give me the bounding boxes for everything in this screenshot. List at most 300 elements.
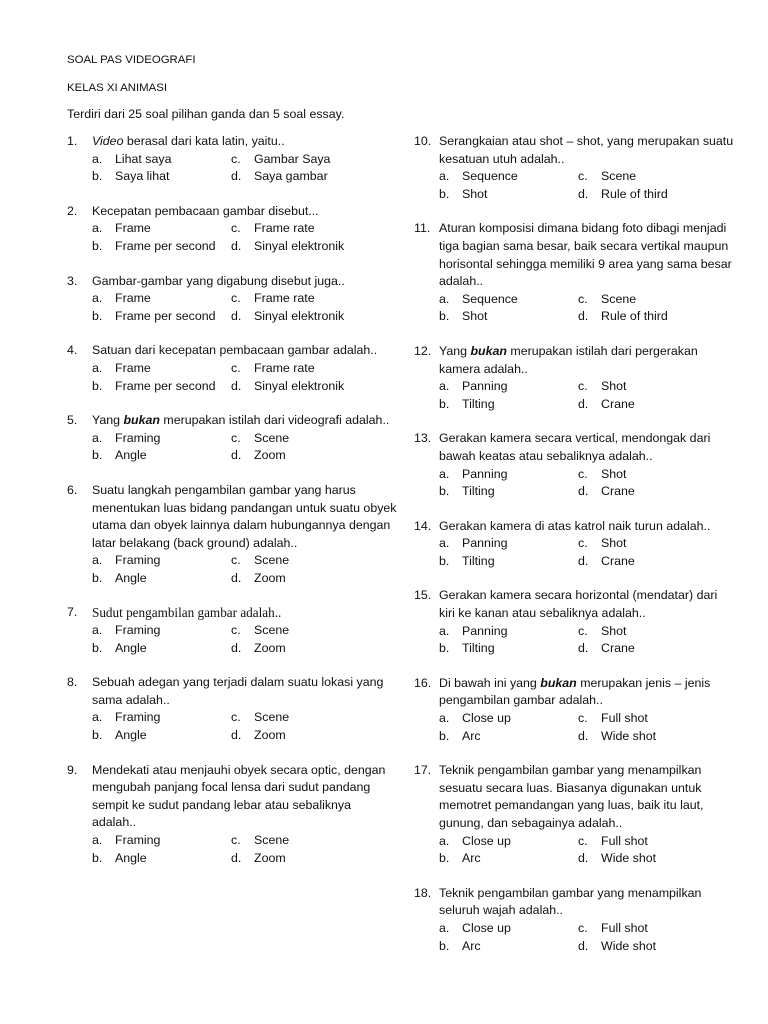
option-text: Shot — [601, 379, 627, 394]
option-text: Shot — [601, 466, 627, 481]
option-text: Saya lihat — [115, 169, 170, 184]
question-text — [439, 587, 734, 622]
answer-option[interactable] — [92, 308, 231, 326]
option-letter: a. — [92, 553, 103, 568]
answer-option[interactable] — [231, 447, 381, 465]
answer-option[interactable] — [439, 938, 578, 956]
option-letter: c. — [231, 710, 241, 725]
answer-option[interactable] — [92, 552, 231, 570]
answer-option[interactable] — [92, 709, 231, 727]
option-text: Tilting — [462, 553, 495, 568]
answer-option[interactable] — [231, 290, 381, 308]
option-letter: a. — [439, 291, 450, 306]
option-letter: c. — [231, 430, 241, 445]
question-text-part: Aturan komposisi dimana bidang foto dibagi menjadi tiga bagian sama besar, baik secara vertikal maupun horisontal sehingga memiliki 9 area yang sama besar adalah.. — [439, 221, 732, 289]
answer-option[interactable] — [231, 622, 381, 640]
option-letter: c. — [231, 623, 241, 638]
answer-option[interactable] — [231, 570, 381, 588]
answer-option[interactable] — [439, 553, 578, 571]
question-emphasis: Video — [92, 134, 124, 148]
answer-option[interactable] — [231, 168, 381, 186]
answer-options — [439, 168, 734, 203]
answer-option[interactable] — [439, 833, 578, 851]
answer-options — [439, 920, 734, 955]
option-text: Zoom — [254, 850, 286, 865]
answer-options — [92, 360, 397, 395]
option-letter: b. — [92, 850, 103, 865]
option-text: Full shot — [601, 711, 648, 726]
answer-option[interactable] — [578, 553, 728, 571]
answer-option[interactable] — [231, 360, 381, 378]
question-item — [414, 220, 734, 326]
option-letter: d. — [578, 851, 589, 866]
answer-option[interactable] — [578, 535, 728, 553]
option-letter: b. — [439, 938, 450, 953]
option-letter: c. — [578, 379, 588, 394]
option-letter: b. — [439, 396, 450, 411]
answer-options — [92, 832, 397, 867]
left-question-column — [67, 133, 397, 884]
option-letter: a. — [439, 536, 450, 551]
option-text: Frame per second — [115, 308, 216, 323]
option-text: Arc — [462, 728, 481, 743]
option-letter: c. — [231, 553, 241, 568]
answer-option[interactable] — [231, 640, 381, 658]
question-text-part: Gambar-gambar yang digabung disebut juga.. — [92, 273, 345, 288]
answer-option[interactable] — [439, 378, 578, 396]
option-text: Scene — [601, 169, 637, 184]
answer-options — [92, 552, 397, 587]
answer-option[interactable] — [578, 710, 728, 728]
option-text: Sinyal elektronik — [254, 238, 345, 253]
answer-option[interactable] — [439, 920, 578, 938]
answer-option[interactable] — [439, 186, 578, 204]
option-text: Wide shot — [601, 728, 657, 743]
option-text: Framing — [115, 430, 161, 445]
option-text: Tilting — [462, 484, 495, 499]
question-text — [439, 220, 734, 290]
option-letter: b. — [92, 378, 103, 393]
question-item — [67, 762, 397, 868]
option-letter: b. — [439, 484, 450, 499]
answer-option[interactable] — [578, 920, 728, 938]
answer-option[interactable] — [439, 623, 578, 641]
option-letter: b. — [439, 186, 450, 201]
answer-options — [439, 833, 734, 868]
intro-text: Terdiri dari 25 soal pilihan ganda dan 5 soal essay. — [67, 107, 345, 121]
answer-option[interactable] — [439, 168, 578, 186]
option-letter: d. — [578, 553, 589, 568]
right-question-column — [414, 133, 734, 972]
option-letter: c. — [578, 833, 588, 848]
answer-option[interactable] — [578, 378, 728, 396]
question-number: 18. — [414, 885, 432, 900]
option-letter: b. — [92, 169, 103, 184]
option-text: Crane — [601, 553, 635, 568]
option-text: Arc — [462, 851, 481, 866]
answer-option[interactable] — [231, 378, 381, 396]
question-item — [67, 342, 397, 395]
answer-options — [439, 623, 734, 658]
option-text: Gambar Saya — [254, 151, 331, 166]
option-letter: b. — [92, 308, 103, 323]
answer-options — [439, 710, 734, 745]
question-item — [67, 273, 397, 326]
option-letter: a. — [439, 833, 450, 848]
option-text: Lihat saya — [115, 151, 172, 166]
option-letter: a. — [92, 430, 103, 445]
question-text-part: Teknik pengambilan gambar yang menampilkan seluruh wajah adalah.. — [439, 885, 702, 918]
question-item — [67, 203, 397, 256]
option-text: Close up — [462, 711, 511, 726]
question-text — [439, 762, 734, 832]
question-item — [414, 430, 734, 500]
question-number: 6. — [67, 482, 78, 497]
option-text: Scene — [254, 623, 290, 638]
option-letter: a. — [92, 291, 103, 306]
answer-option[interactable] — [439, 291, 578, 309]
question-text-part: berasal dari kata latin, yaitu.. — [123, 134, 285, 148]
option-letter: c. — [578, 536, 588, 551]
answer-option[interactable] — [439, 396, 578, 414]
option-text: Sinyal elektronik — [254, 308, 345, 323]
answer-option[interactable] — [439, 308, 578, 326]
option-letter: b. — [92, 238, 103, 253]
question-text — [92, 342, 397, 360]
question-emphasis: bukan — [540, 675, 577, 690]
answer-option[interactable] — [92, 238, 231, 256]
question-text — [92, 412, 397, 430]
option-letter: a. — [92, 360, 103, 375]
question-text — [92, 762, 397, 832]
option-text: Framing — [115, 623, 161, 638]
option-letter: d. — [231, 570, 242, 585]
question-text-part: Sebuah adegan yang terjadi dalam suatu lokasi yang sama adalah.. — [92, 675, 384, 707]
answer-options — [92, 709, 397, 744]
answer-option[interactable] — [578, 623, 728, 641]
option-letter: d. — [231, 308, 242, 323]
question-number: 14. — [414, 518, 432, 533]
answer-option[interactable] — [231, 552, 381, 570]
answer-option[interactable] — [439, 728, 578, 746]
answer-option[interactable] — [578, 833, 728, 851]
option-letter: b. — [92, 728, 103, 743]
option-text: Tilting — [462, 641, 495, 656]
answer-option[interactable] — [578, 396, 728, 414]
question-text-part: Serangkaian atau shot – shot, yang merupakan suatu kesatuan utuh adalah.. — [439, 134, 734, 166]
question-emphasis: bukan — [123, 413, 160, 428]
option-letter: c. — [578, 623, 588, 638]
option-text: Sequence — [462, 291, 518, 306]
answer-options — [92, 290, 397, 325]
option-text: Zoom — [254, 640, 286, 655]
option-letter: d. — [578, 396, 589, 411]
option-letter: b. — [92, 570, 103, 585]
answer-options — [439, 291, 734, 326]
option-letter: a. — [439, 379, 450, 394]
question-item — [414, 762, 734, 868]
option-text: Zoom — [254, 448, 286, 463]
question-text — [439, 343, 734, 378]
question-emphasis: bukan — [470, 343, 507, 358]
answer-options — [439, 535, 734, 570]
answer-option[interactable] — [92, 430, 231, 448]
option-letter: b. — [439, 309, 450, 324]
option-letter: c. — [578, 291, 588, 306]
answer-option[interactable] — [578, 466, 728, 484]
answer-option[interactable] — [231, 238, 381, 256]
answer-option[interactable] — [578, 186, 728, 204]
option-text: Framing — [115, 710, 161, 725]
option-text: Scene — [254, 430, 290, 445]
option-text: Angle — [115, 448, 147, 463]
answer-option[interactable] — [439, 466, 578, 484]
option-text: Crane — [601, 641, 635, 656]
answer-option[interactable] — [578, 308, 728, 326]
question-number: 1. — [67, 134, 78, 148]
option-letter: c. — [231, 221, 241, 236]
option-letter: b. — [439, 553, 450, 568]
answer-option[interactable] — [92, 220, 231, 238]
option-letter: a. — [439, 169, 450, 184]
answer-option[interactable] — [231, 709, 381, 727]
answer-option[interactable] — [92, 378, 231, 396]
option-text: Crane — [601, 484, 635, 499]
question-text — [92, 133, 397, 151]
question-text-part: merupakan jenis – jenis pengambilan gambar adalah.. — [439, 675, 711, 708]
answer-option[interactable] — [439, 483, 578, 501]
option-letter: d. — [231, 850, 242, 865]
question-text — [439, 430, 734, 465]
option-letter: d. — [231, 448, 242, 463]
question-text-part: Kecepatan pembacaan gambar disebut... — [92, 203, 319, 218]
option-letter: d. — [231, 640, 242, 655]
option-letter: b. — [439, 851, 450, 866]
question-text — [439, 675, 734, 710]
option-text: Framing — [115, 833, 161, 847]
question-text-part: Mendekati atau menjauhi obyek secara optic, dengan mengubah panjang focal lensa dari sudut pandang sempit ke sudut pandang lebar atau sebaliknya adalah.. — [92, 762, 386, 830]
option-letter: c. — [578, 466, 588, 481]
option-letter: c. — [231, 833, 241, 847]
answer-option[interactable] — [92, 168, 231, 186]
option-text: Angle — [115, 640, 147, 655]
question-number: 12. — [414, 343, 432, 358]
question-item — [414, 587, 734, 657]
question-text — [92, 273, 397, 291]
option-letter: a. — [439, 920, 450, 935]
option-text: Rule of third — [601, 186, 668, 201]
answer-option[interactable] — [92, 570, 231, 588]
option-text: Panning — [462, 379, 508, 394]
answer-option[interactable] — [92, 640, 231, 658]
question-text-part: Gerakan kamera di atas katrol naik turun adalah.. — [439, 518, 711, 533]
option-letter: a. — [92, 833, 103, 847]
option-text: Wide shot — [601, 851, 657, 866]
option-text: Scene — [601, 291, 637, 306]
option-text: Close up — [462, 833, 511, 848]
question-text — [92, 203, 397, 221]
question-text-part: Yang — [439, 343, 471, 358]
option-text: Frame rate — [254, 360, 315, 375]
option-text: Close up — [462, 920, 511, 935]
answer-option[interactable] — [578, 640, 728, 658]
question-text-part: Teknik pengambilan gambar yang menampilkan sesuatu secara luas. Biasanya digunakan untuk memotret pemandangan yang luas, baik itu laut, gunung, dan sebagainya adalah.. — [439, 763, 704, 830]
question-number: 16. — [414, 675, 432, 690]
question-text — [439, 885, 734, 920]
question-number: 5. — [67, 413, 78, 428]
answer-options — [92, 151, 397, 186]
option-letter: c. — [578, 920, 588, 935]
answer-option[interactable] — [92, 727, 231, 745]
option-letter: c. — [231, 151, 241, 166]
question-text — [92, 674, 397, 709]
question-number: 9. — [67, 762, 78, 777]
answer-option[interactable] — [231, 220, 381, 238]
answer-option[interactable] — [231, 430, 381, 448]
question-item — [414, 133, 734, 203]
question-text-part: Di bawah ini yang — [439, 675, 541, 690]
answer-option[interactable] — [92, 447, 231, 465]
answer-option[interactable] — [578, 938, 728, 956]
option-text: Scene — [254, 710, 290, 725]
option-text: Frame — [115, 360, 151, 375]
answer-option[interactable] — [578, 168, 728, 186]
question-number: 2. — [67, 203, 78, 218]
option-text: Panning — [462, 466, 508, 481]
question-item — [67, 604, 397, 657]
option-text: Frame per second — [115, 378, 216, 393]
option-letter: d. — [231, 378, 242, 393]
question-number: 8. — [67, 675, 78, 690]
option-letter: d. — [231, 169, 242, 184]
option-text: Sequence — [462, 169, 518, 184]
answer-option[interactable] — [92, 151, 231, 169]
question-text-part: merupakan istilah dari videografi adalah.. — [159, 413, 390, 428]
document-title: SOAL PAS VIDEOGRAFI — [67, 54, 196, 66]
option-text: Framing — [115, 553, 161, 568]
option-text: Scene — [254, 553, 290, 568]
question-number: 3. — [67, 273, 78, 288]
option-letter: b. — [92, 448, 103, 463]
class-label: KELAS XI ANIMASI — [67, 82, 168, 94]
option-text: Full shot — [601, 920, 648, 935]
option-letter: d. — [578, 938, 589, 953]
answer-option[interactable] — [92, 850, 231, 868]
option-letter: d. — [231, 238, 242, 253]
option-text: Scene — [254, 833, 290, 847]
answer-option[interactable] — [92, 832, 231, 850]
option-text: Sinyal elektronik — [254, 378, 345, 393]
option-letter: a. — [92, 151, 103, 166]
option-text: Wide shot — [601, 938, 657, 953]
option-text: Crane — [601, 396, 635, 411]
option-text: Tilting — [462, 396, 495, 411]
option-text: Zoom — [254, 728, 286, 743]
answer-options — [439, 466, 734, 501]
question-number: 17. — [414, 763, 432, 778]
option-text: Saya gambar — [254, 169, 328, 184]
question-item — [414, 885, 734, 955]
question-item — [414, 518, 734, 571]
option-text: Shot — [462, 186, 488, 201]
answer-options — [92, 430, 397, 465]
option-letter: c. — [231, 360, 241, 375]
question-number: 10. — [414, 134, 432, 148]
question-text — [92, 482, 397, 552]
option-letter: b. — [92, 640, 103, 655]
option-letter: d. — [578, 186, 589, 201]
answer-option[interactable] — [439, 710, 578, 728]
question-text-part: Gerakan kamera secara vertical, mendongak dari bawah keatas atau sebaliknya adalah.. — [439, 431, 711, 463]
option-letter: a. — [92, 221, 103, 236]
answer-option[interactable] — [578, 483, 728, 501]
question-text-part: Gerakan kamera secara horizontal (mendatar) dari kiri ke kanan atau sebaliknya adalah.. — [439, 588, 718, 621]
question-text-part: Suatu langkah pengambilan gambar yang harus menentukan luas bidang pandangan untuk suatu obyek utama dan obyek lainnya dalam hubungannya dengan latar belakang (back ground) adalah.. — [92, 482, 397, 550]
answer-options — [92, 622, 397, 657]
option-letter: a. — [439, 466, 450, 481]
question-text — [439, 518, 734, 536]
question-item — [67, 674, 397, 744]
option-letter: b. — [439, 641, 450, 656]
option-letter: d. — [231, 728, 242, 743]
answer-option[interactable] — [578, 291, 728, 309]
question-text-part: Yang — [92, 413, 124, 428]
answer-option[interactable] — [578, 728, 728, 746]
option-text: Frame rate — [254, 291, 315, 306]
answer-option[interactable] — [231, 832, 381, 850]
answer-option[interactable] — [439, 535, 578, 553]
option-text: Angle — [115, 850, 147, 865]
answer-options — [439, 378, 734, 413]
question-item — [414, 343, 734, 413]
answer-option[interactable] — [231, 727, 381, 745]
question-item — [67, 412, 397, 465]
answer-option[interactable] — [439, 640, 578, 658]
option-letter: c. — [578, 711, 588, 726]
option-text: Arc — [462, 938, 481, 953]
answer-option[interactable] — [92, 360, 231, 378]
question-number: 15. — [414, 588, 432, 603]
option-text: Frame per second — [115, 238, 216, 253]
option-text: Zoom — [254, 570, 286, 585]
answer-option[interactable] — [231, 308, 381, 326]
answer-option[interactable] — [231, 850, 381, 868]
answer-option[interactable] — [92, 622, 231, 640]
answer-option[interactable] — [92, 290, 231, 308]
question-text-part: Satuan dari kecepatan pembacaan gambar adalah.. — [92, 343, 378, 358]
option-letter: a. — [439, 711, 450, 726]
answer-option[interactable] — [578, 850, 728, 868]
question-text — [92, 604, 397, 622]
question-text-part: merupakan istilah dari pergerakan kamera adalah.. — [439, 343, 698, 376]
option-letter: a. — [92, 623, 103, 638]
question-number: 11. — [414, 221, 431, 236]
option-letter: a. — [92, 710, 103, 725]
answer-option[interactable] — [231, 151, 381, 169]
option-text: Rule of third — [601, 309, 668, 324]
option-text: Panning — [462, 623, 508, 638]
option-text: Angle — [115, 570, 147, 585]
option-letter: c. — [231, 291, 241, 306]
option-text: Shot — [601, 536, 627, 551]
option-letter: c. — [578, 169, 588, 184]
question-text-part: Sudut pengambilan gambar adalah.. — [92, 605, 282, 621]
question-item — [67, 482, 397, 588]
answer-option[interactable] — [439, 850, 578, 868]
option-letter: b. — [439, 728, 450, 743]
option-letter: d. — [578, 728, 589, 743]
question-text — [439, 133, 734, 168]
